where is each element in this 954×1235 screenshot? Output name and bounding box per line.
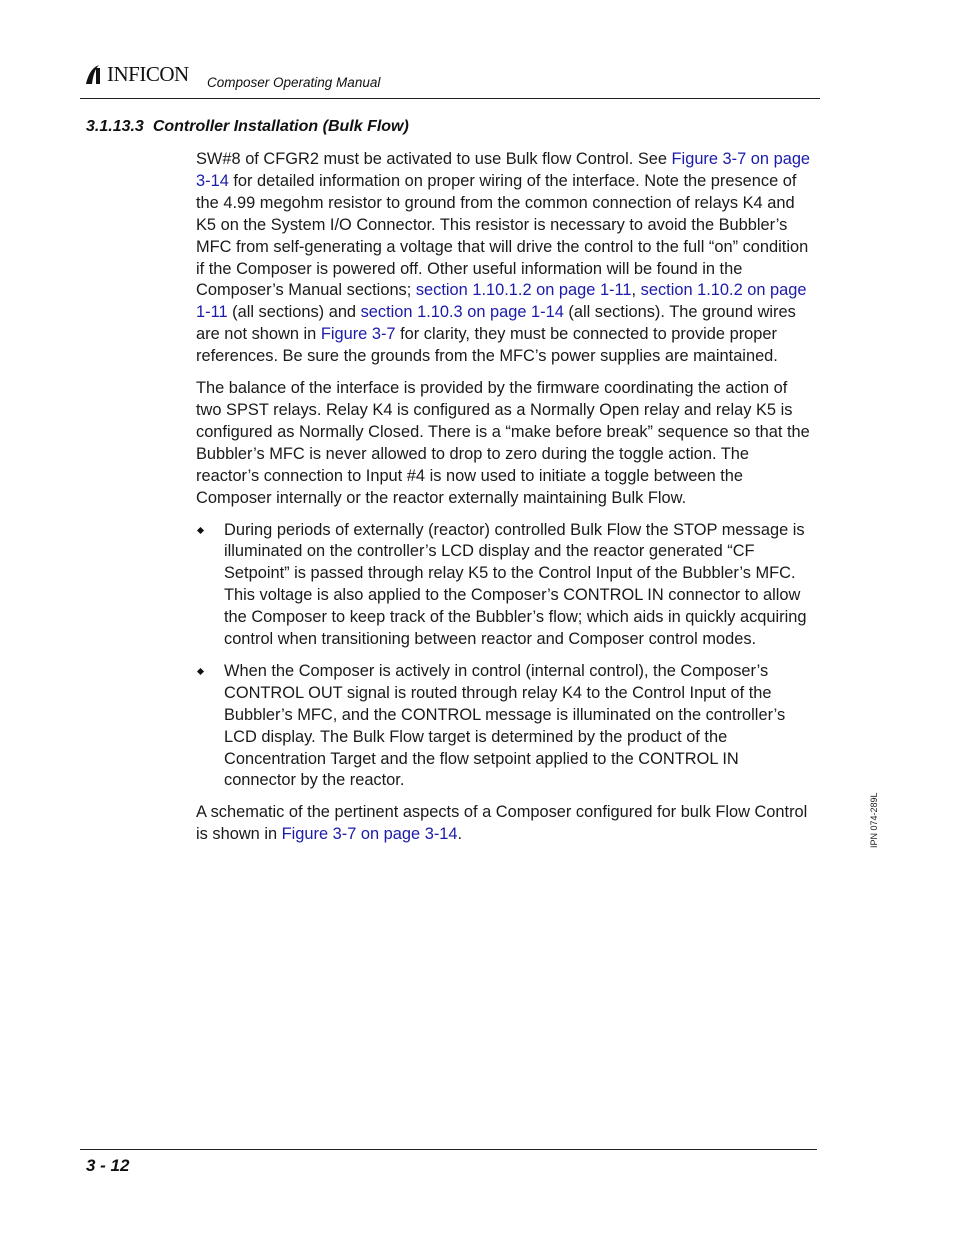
list-item-text: During periods of externally (reactor) controlled Bulk Flow the STOP message is illuminated on the controller’s LCD display and the reactor generated “CF Setpoint” is passed through relay K5 to the Control Input of the Bubbler’s MFC. This voltage is also applied to the Composer’s CONTROL IN connector to allow the Composer to keep track of the Bubbler’s flow; which aids in quickly acquiring control when transitioning between reactor and Composer control modes. — [224, 520, 807, 649]
logo-text: INFICON — [107, 61, 189, 86]
text-run: (all sections) and — [227, 303, 361, 322]
body-content — [196, 149, 812, 856]
paragraph-3 — [196, 802, 812, 846]
link-figure-3-7-short[interactable]: Figure 3-7 — [320, 325, 396, 344]
list-item-text: When the Composer is actively in control (internal control), the Composer’s CONTROL OUT signal is routed through relay K4 to the Control Input of the Bubbler’s MFC, and the CONTROL message is illuminated on the controller’s LCD display. The Bulk Flow target is determined by the product of the Concentration Target and the flow setpoint applied to the CONTROL IN connector by the reactor. — [224, 661, 786, 790]
diamond-bullet-icon — [197, 526, 204, 533]
text-run: for detailed information on proper wiring of the interface. Note the presence of the 4.99 megohm resistor to ground from the common connection of relays K4 and K5 on the System I/O Connector. This resistor is necessary to avoid the Bubbler’s MFC from self-generating a voltage that will drive the control to the full “on” condition if the Composer is powered off. Other useful information will be found in the Composer’s Manual sections; — [196, 171, 809, 300]
list-item — [196, 661, 812, 792]
diamond-bullet-icon — [197, 668, 204, 675]
link-figure-3-7[interactable]: Figure 3-7 on page 3-14 — [196, 150, 811, 190]
section-title: Controller Installation (Bulk Flow) — [152, 118, 409, 135]
text-run: , — [631, 281, 641, 300]
text-run: A schematic of the pertinent aspects of a Composer configured for bulk Flow Control is shown in — [196, 803, 808, 844]
footer-rule — [80, 1149, 817, 1150]
link-figure-3-7-final[interactable]: Figure 3-7 on page 3-14 — [281, 825, 458, 844]
section-number: 3.1.13.3 — [86, 118, 144, 135]
inficon-logo — [83, 62, 189, 86]
text-run: SW#8 of CFGR2 must be activated to use Bulk flow Control. See — [196, 150, 672, 168]
text-run: . — [457, 825, 463, 844]
inficon-swoosh-icon — [83, 62, 105, 86]
paragraph-2: The balance of the interface is provided by the firmware coordinating the action of two SPST relays. Relay K4 is configured as a Normally Open relay and relay K5 is configured as Normally Closed. There is a “make before break” sequence so that the Bubbler’s MFC is never allowed to drop to zero during the toggle action. The reactor’s connection to Input #4 is now used to initiate a toggle between the Composer internally or the reactor externally maintaining Bulk Flow. — [196, 379, 810, 507]
side-ipn-label: IPN 074-289L — [869, 792, 879, 848]
section-heading — [86, 118, 409, 136]
bullet-list — [196, 520, 812, 793]
manual-title: Composer Operating Manual — [207, 75, 381, 90]
text-run: for clarity, they must be connected to provide proper references. Be sure the grounds from the MFC’s power supplies are maintained. — [196, 325, 778, 366]
header-rule — [80, 98, 820, 99]
link-section-1-10-1-2[interactable]: section 1.10.1.2 on page 1-11 — [415, 281, 632, 300]
list-item — [196, 520, 812, 651]
link-section-1-10-2[interactable]: section 1.10.2 on page 1-11 — [196, 281, 807, 322]
text-run: (all sections). The ground wires are not shown in — [196, 303, 796, 344]
paragraph-1 — [196, 149, 812, 368]
link-section-1-10-3[interactable]: section 1.10.3 on page 1-14 — [360, 303, 564, 322]
page-number: 3 - 12 — [86, 1156, 130, 1175]
